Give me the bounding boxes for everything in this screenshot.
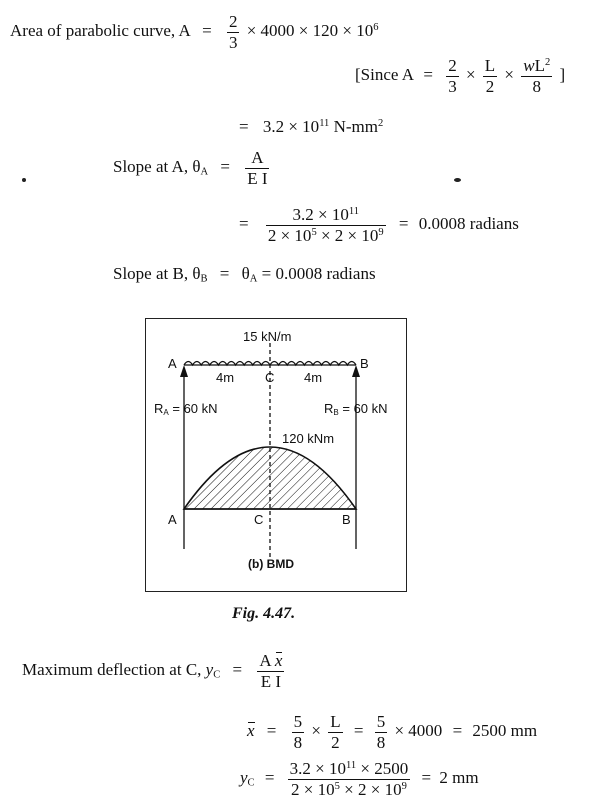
moment-label: 120 kNm — [282, 431, 335, 446]
bmd-figure — [145, 318, 407, 592]
slope-a-result: = $\frac{3.2 \times 10^{11}}{2 \times 10^5 \times 2 \times 10^9}$ = 0.0008 radians — [239, 205, 519, 245]
reaction-arrow-a — [180, 365, 188, 377]
span-right: 4m — [304, 370, 323, 385]
deflection-result: $y_C$ = $\frac{3.2 \times 10^{11} \times 2500}{2 \times 10^5 \times 2 \times 10^9}$ = 2 mm — [240, 759, 479, 799]
xbar-equation: x = $\frac{5}{8}$ × $\frac{L}{2}$ = $\frac{5}{8}$ × 4000 = 2500 mm — [247, 712, 538, 752]
reaction-arrow-b — [352, 365, 360, 377]
slope-a-equation: Slope at A, $\theta_A$ = $\frac{A}{\text{E I}}$ — [113, 148, 268, 188]
area-result: = $3.2 \times 10^{11}$ $N-mm^2$ — [239, 117, 384, 136]
deflection-equation: Maximum deflection at C, $y_C$ = $\frac{\text{A x}}{\text{E I}}$ — [22, 651, 283, 691]
label-a-bottom: A — [168, 512, 177, 527]
slope-b-equation: Slope at B, $\theta_B = \theta_A = 0.0008$ radians — [113, 264, 376, 285]
reaction-b-label: $R_B = 60$ kN — [324, 401, 388, 417]
figure-caption: Fig. 4.47. — [232, 605, 296, 622]
load-label: 15 kN/m — [243, 329, 292, 344]
scan-speck — [22, 178, 26, 182]
fraction-wL2-8: $\frac{wL^2}{8}$ — [523, 56, 551, 96]
label-a-top: A — [168, 356, 177, 371]
reaction-a-label: $R_A = 60$ kN — [154, 401, 218, 417]
label-c-top: C — [265, 370, 275, 385]
since-note: [Since A = $\frac{2}{3}$ × $\frac{L}{2}$ × $\frac{wL^2}{8}$ ] — [355, 56, 566, 96]
label-c-bottom: C — [254, 512, 264, 527]
bmd-label: (b) BMD — [248, 557, 294, 571]
area-equation: Area of parabolic curve, A = $\frac{2}{3}$ × $4000 \times 120 \times 10^6$ — [10, 12, 379, 52]
bmd-parabola — [184, 447, 356, 509]
fraction-2-3: $\frac{2}{3}$ — [228, 12, 238, 52]
label-b-top: B — [360, 356, 369, 371]
scan-speck — [454, 178, 461, 182]
span-left: 4m — [216, 370, 235, 385]
label-b-bottom: B — [342, 512, 351, 527]
area-label: Area of parabolic curve, A — [10, 20, 190, 40]
fraction-L-2: $\frac{L}{2}$ — [484, 56, 496, 96]
